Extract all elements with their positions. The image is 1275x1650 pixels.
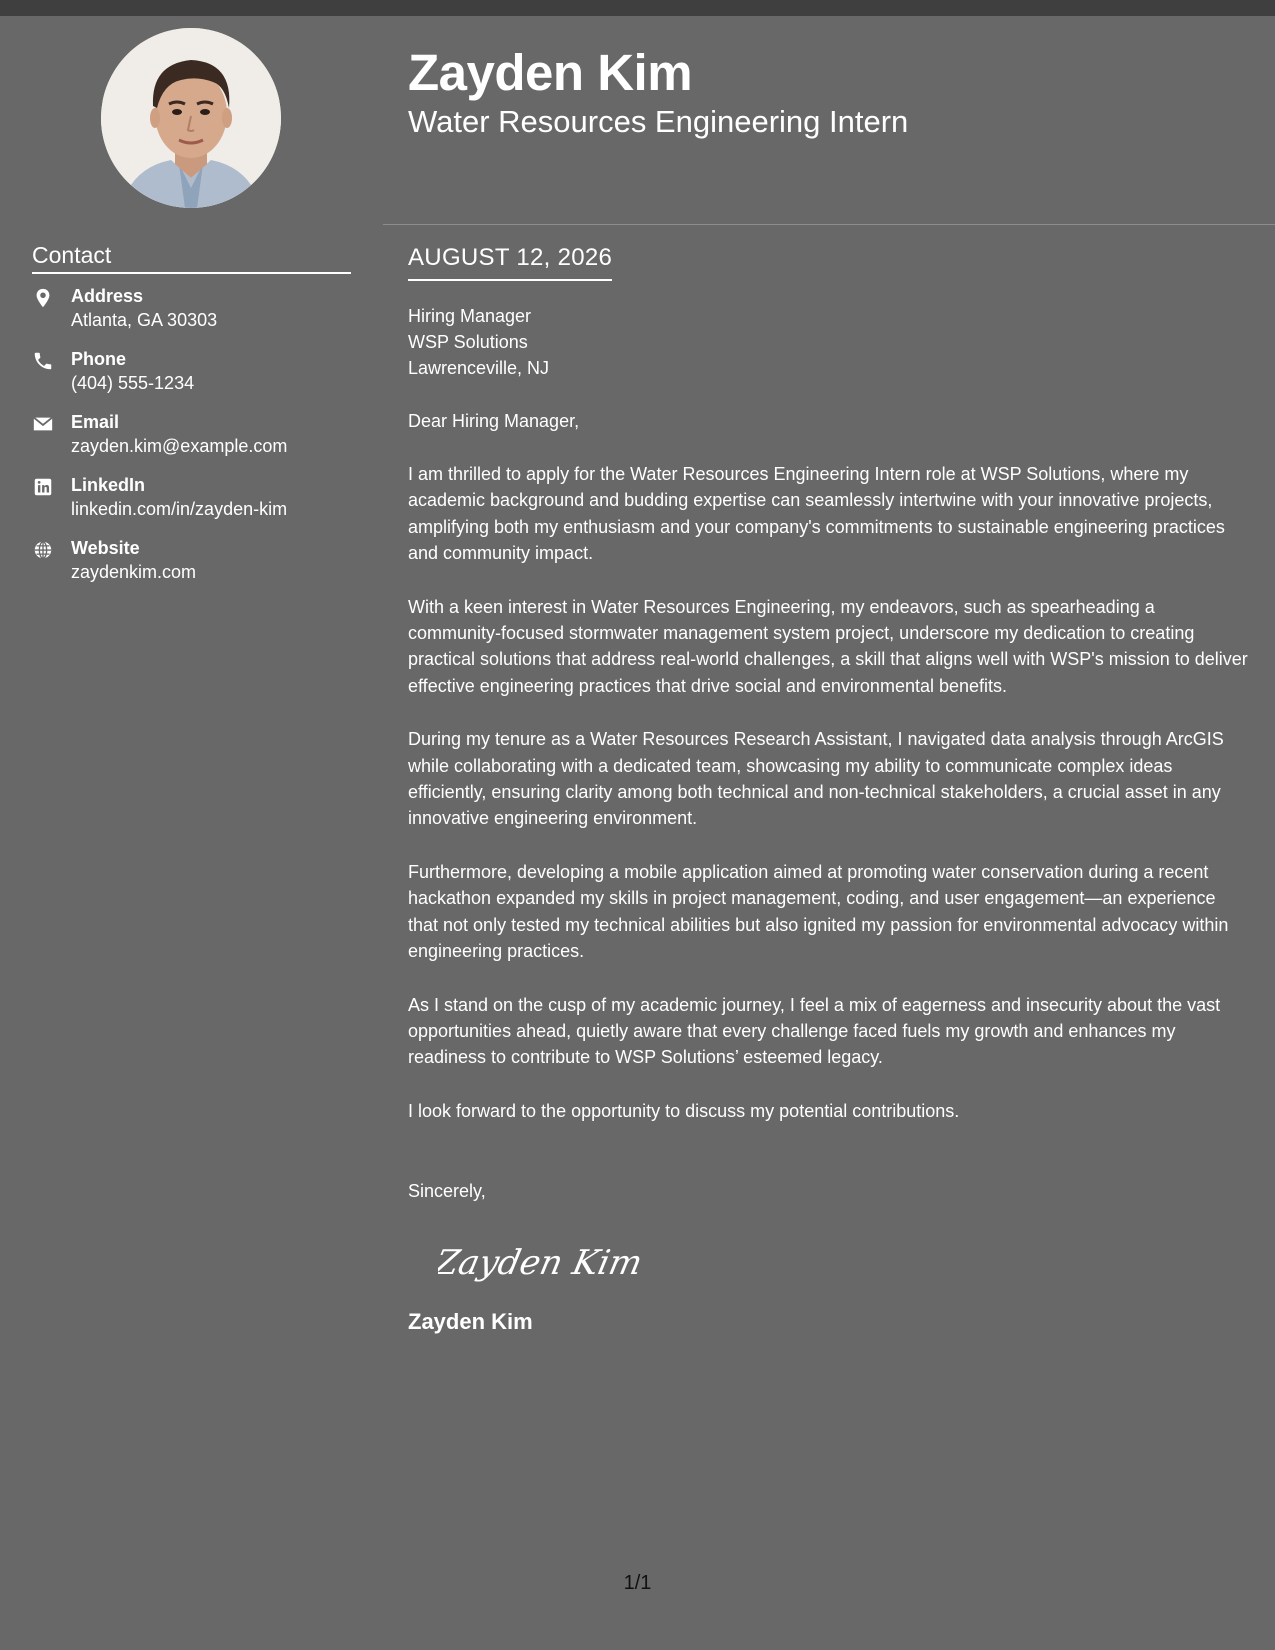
signature-text: Zayden Kim [438, 1243, 646, 1284]
paragraph: I look forward to the opportunity to discuss my potential contributions. [408, 1100, 960, 1121]
contact-value: linkedin.com/in/zayden-kim [71, 499, 288, 519]
closing: Sincerely, [408, 1181, 486, 1202]
contact-heading: Contact [32, 240, 351, 274]
contact-value: zayden.kim@example.com [71, 436, 288, 456]
email-icon [32, 413, 54, 435]
signed-name: Zayden Kim [408, 1309, 533, 1335]
salutation: Dear Hiring Manager, [408, 411, 580, 431]
contact-label: Email [71, 412, 120, 432]
contact-value: Atlanta, GA 30303 [71, 310, 218, 330]
globe-icon [32, 539, 54, 561]
contact-value: (404) 555-1234 [71, 373, 195, 393]
letter-body [408, 240, 1250, 1337]
contact-list [32, 284, 362, 599]
location-pin-icon [32, 287, 54, 309]
job-title: Water Resources Engineering Intern [408, 104, 909, 139]
contact-item-email [32, 410, 362, 473]
contact-item-phone [32, 347, 362, 410]
linkedin-icon [32, 476, 54, 498]
contact-label: Address [71, 286, 144, 306]
handwritten-signature [438, 1232, 678, 1292]
contact-item-website [32, 536, 362, 599]
contact-value: zaydenkim.com [71, 562, 197, 582]
profile-photo [101, 28, 281, 208]
letter-date: AUGUST 12, 2026 [408, 240, 612, 281]
recipient-block [408, 303, 1250, 381]
contact-item-address [32, 284, 362, 347]
recipient-line: Hiring Manager [408, 306, 532, 326]
paragraph: With a keen interest in Water Resources Engineering, my endeavors, such as spearheading a community-focused stormwater management system project, underscore my dedication to creating practical solutions that address real-world challenges, a skill that aligns well with WSP's mission to deliver effective engineering practices that drive social and environmental benefits. [408, 596, 1248, 696]
paragraph: Furthermore, developing a mobile application aimed at promoting water conservation during a recent hackathon expanded my skills in project management, coding, and user engagement—an experience that not only tested my technical abilities but also ignited my passion for environmental advocacy within engineering practices. [408, 861, 1229, 962]
phone-icon [32, 350, 54, 372]
sidebar [0, 16, 383, 1650]
contact-item-linkedin [32, 473, 362, 536]
recipient-line: WSP Solutions [408, 332, 528, 352]
paragraph: I am thrilled to apply for the Water Resources Engineering Intern role at WSP Solutions, where my academic background and budding expertise can seamlessly intertwine with your innovative projects, amplifying both my enthusiasm and your company's commitments to sustainable engineering practices and community impact. [408, 464, 1225, 564]
applicant-name: Zayden Kim [408, 44, 693, 101]
paragraph: As I stand on the cusp of my academic journey, I feel a mix of eagerness and insecurity about the vast opportunities ahead, quietly aware that every challenge faced fuels my growth and enhances my readiness to contribute to WSP Solutions’ esteemed legacy. [408, 994, 1221, 1068]
contact-label: LinkedIn [71, 475, 146, 495]
recipient-line: Lawrenceville, NJ [408, 358, 550, 378]
contact-label: Phone [71, 349, 127, 369]
paragraph: During my tenure as a Water Resources Research Assistant, I navigated data analysis through ArcGIS while collaborating with a dedicated team, showcasing my ability to communicate complex ideas efficiently, ensuring clarity among both technical and non-technical stakeholders, a crucial asset in any innovative engineering environment. [408, 729, 1224, 829]
header-divider [383, 224, 1275, 225]
top-bar [0, 0, 1275, 16]
contact-label: Website [71, 538, 140, 558]
avatar [101, 28, 281, 208]
page-number: 1/1 [623, 1572, 652, 1594]
